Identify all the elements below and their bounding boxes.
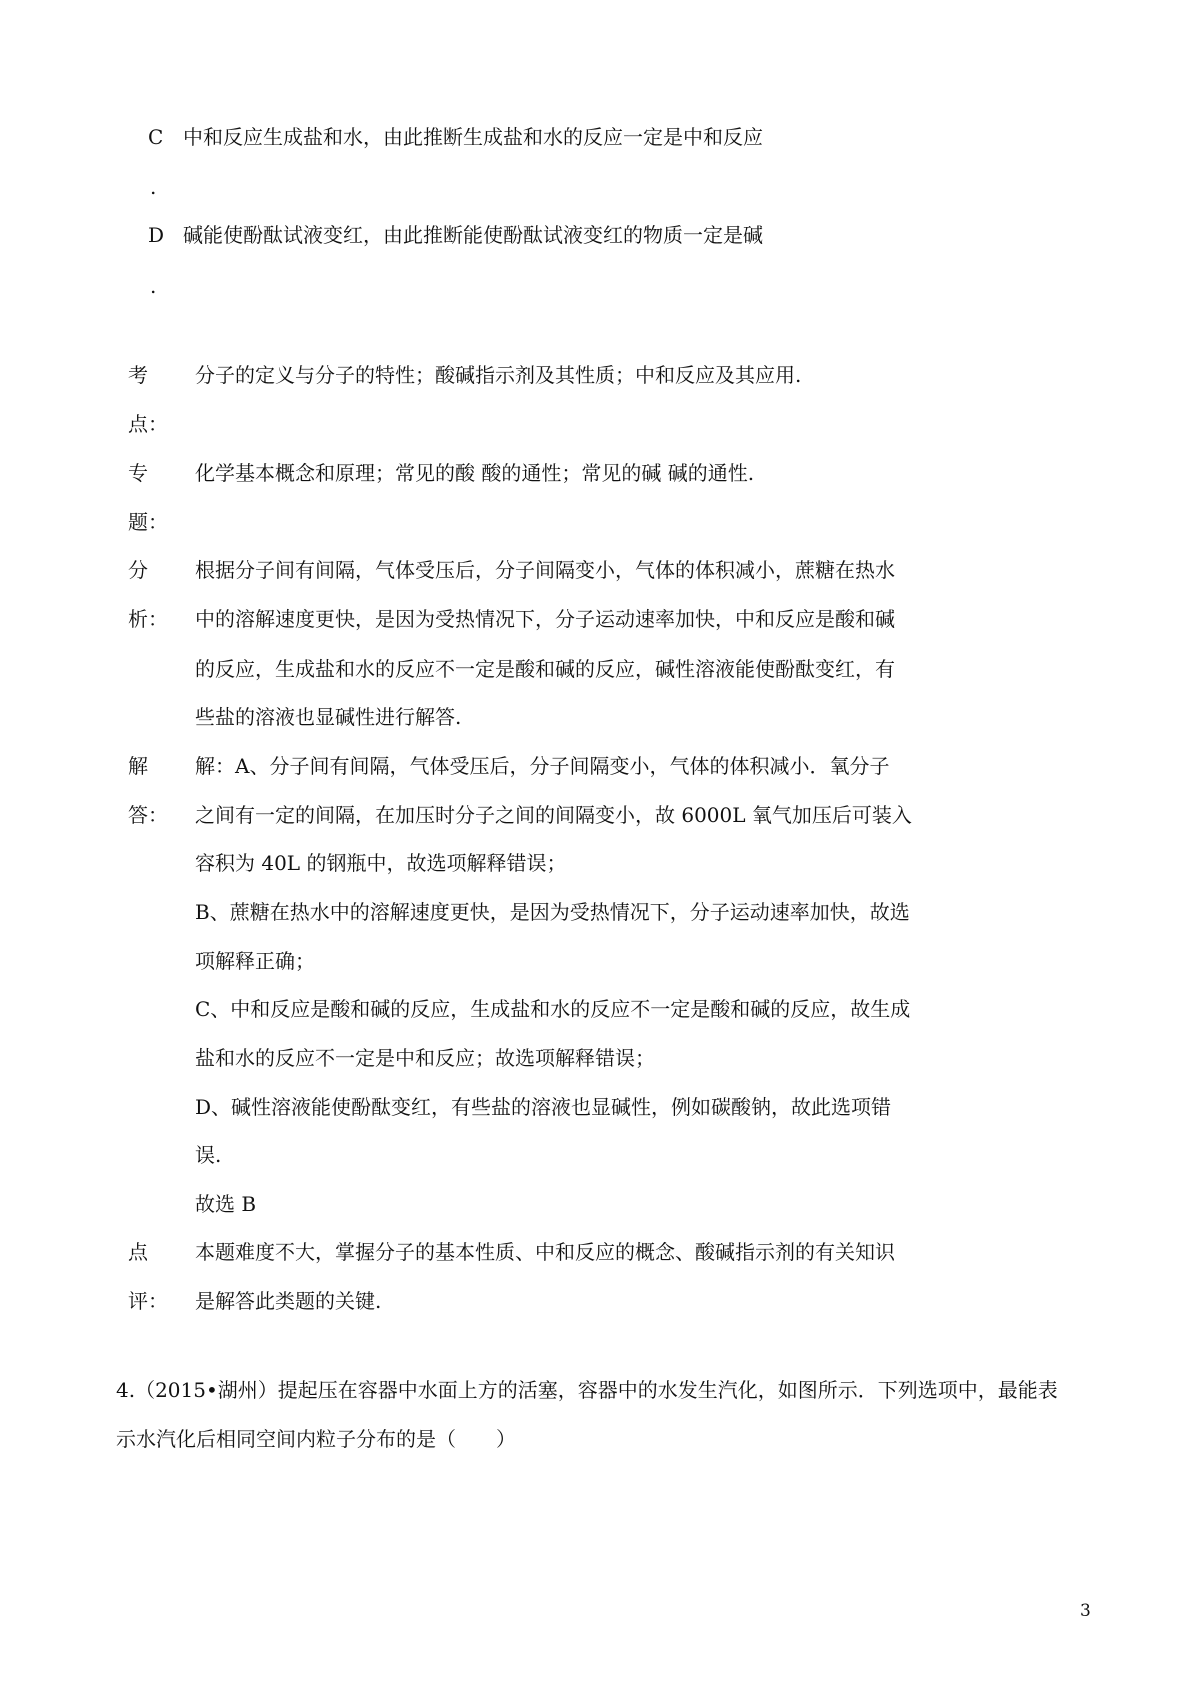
jieda-line: 解：A、分子间有间隔，气体受压后，分子间隔变小，气体的体积减小．氧分子: [195, 754, 890, 778]
jieda-line: D、碱性溶液能使酚酞变红，有些盐的溶液也显碱性，例如碳酸钠，故此选项错: [195, 1095, 892, 1119]
jieda-line: 盐和水的反应不一定是中和反应；故选项解释错误；: [195, 1046, 655, 1070]
dianping-label-1: 点: [128, 1240, 148, 1264]
page-number: 3: [1080, 1601, 1091, 1621]
kaodian-text: 分子的定义与分子的特性；酸碱指示剂及其性质；中和反应及其应用.: [195, 363, 802, 387]
fenxi-line: 的反应，生成盐和水的反应不一定是酸和碱的反应，碱性溶液能使酚酞变红，有: [195, 657, 895, 681]
dianping-line: 本题难度不大，掌握分子的基本性质、中和反应的概念、酸碱指示剂的有关知识: [195, 1240, 895, 1264]
option-d-text: 碱能使酚酞试液变红，由此推断能使酚酞试液变红的物质一定是碱: [183, 223, 763, 247]
jieda-label-2: 答：: [128, 803, 168, 827]
jieda-line: 误.: [195, 1143, 222, 1167]
jieda-line: 容积为 40L 的钢瓶中，故选项解释错误；: [195, 851, 567, 875]
fenxi-line: 中的溶解速度更快，是因为受热情况下，分子运动速率加快，中和反应是酸和碱: [195, 607, 895, 631]
kaodian-label-2: 点：: [128, 412, 168, 436]
zhuanti-text: 化学基本概念和原理；常见的酸 酸的通性；常见的碱 碱的通性.: [195, 461, 755, 485]
jieda-line: 之间有一定的间隔，在加压时分子之间的间隔变小，故 6000L 氧气加压后可装入: [195, 803, 912, 827]
option-d-dot: .: [150, 274, 157, 298]
fenxi-line: 些盐的溶液也显碱性进行解答.: [195, 705, 462, 729]
zhuanti-label-2: 题：: [128, 510, 168, 534]
option-c-dot: .: [150, 175, 157, 199]
option-c-text: 中和反应生成盐和水，由此推断生成盐和水的反应一定是中和反应: [183, 125, 763, 149]
jieda-line: B、蔗糖在热水中的溶解速度更快，是因为受热情况下，分子运动速率加快，故选: [195, 900, 910, 924]
zhuanti-label-1: 专: [128, 461, 148, 485]
option-c-letter: C: [148, 125, 164, 149]
jieda-line: C、中和反应是酸和碱的反应，生成盐和水的反应不一定是酸和碱的反应，故生成: [195, 997, 911, 1021]
fenxi-label-2: 析：: [128, 607, 168, 631]
fenxi-line: 根据分子间有间隔，气体受压后，分子间隔变小，气体的体积减小，蔗糖在热水: [195, 558, 895, 582]
jieda-label-1: 解: [128, 754, 148, 778]
jieda-line: 故选 B: [195, 1192, 257, 1216]
dianping-label-2: 评：: [128, 1289, 168, 1313]
jieda-line: 项解释正确；: [195, 949, 315, 973]
kaodian-label-1: 考: [128, 363, 148, 387]
option-d-letter: D: [148, 223, 165, 247]
fenxi-label-1: 分: [128, 558, 148, 582]
question-4-line-1: 4.（2015•湖州）提起压在容器中水面上方的活塞，容器中的水发生汽化，如图所示．下列选项中，最能表: [116, 1378, 1058, 1402]
question-4-line-2: 示水汽化后相同空间内粒子分布的是（ ）: [116, 1427, 516, 1451]
dianping-line: 是解答此类题的关键.: [195, 1289, 382, 1313]
